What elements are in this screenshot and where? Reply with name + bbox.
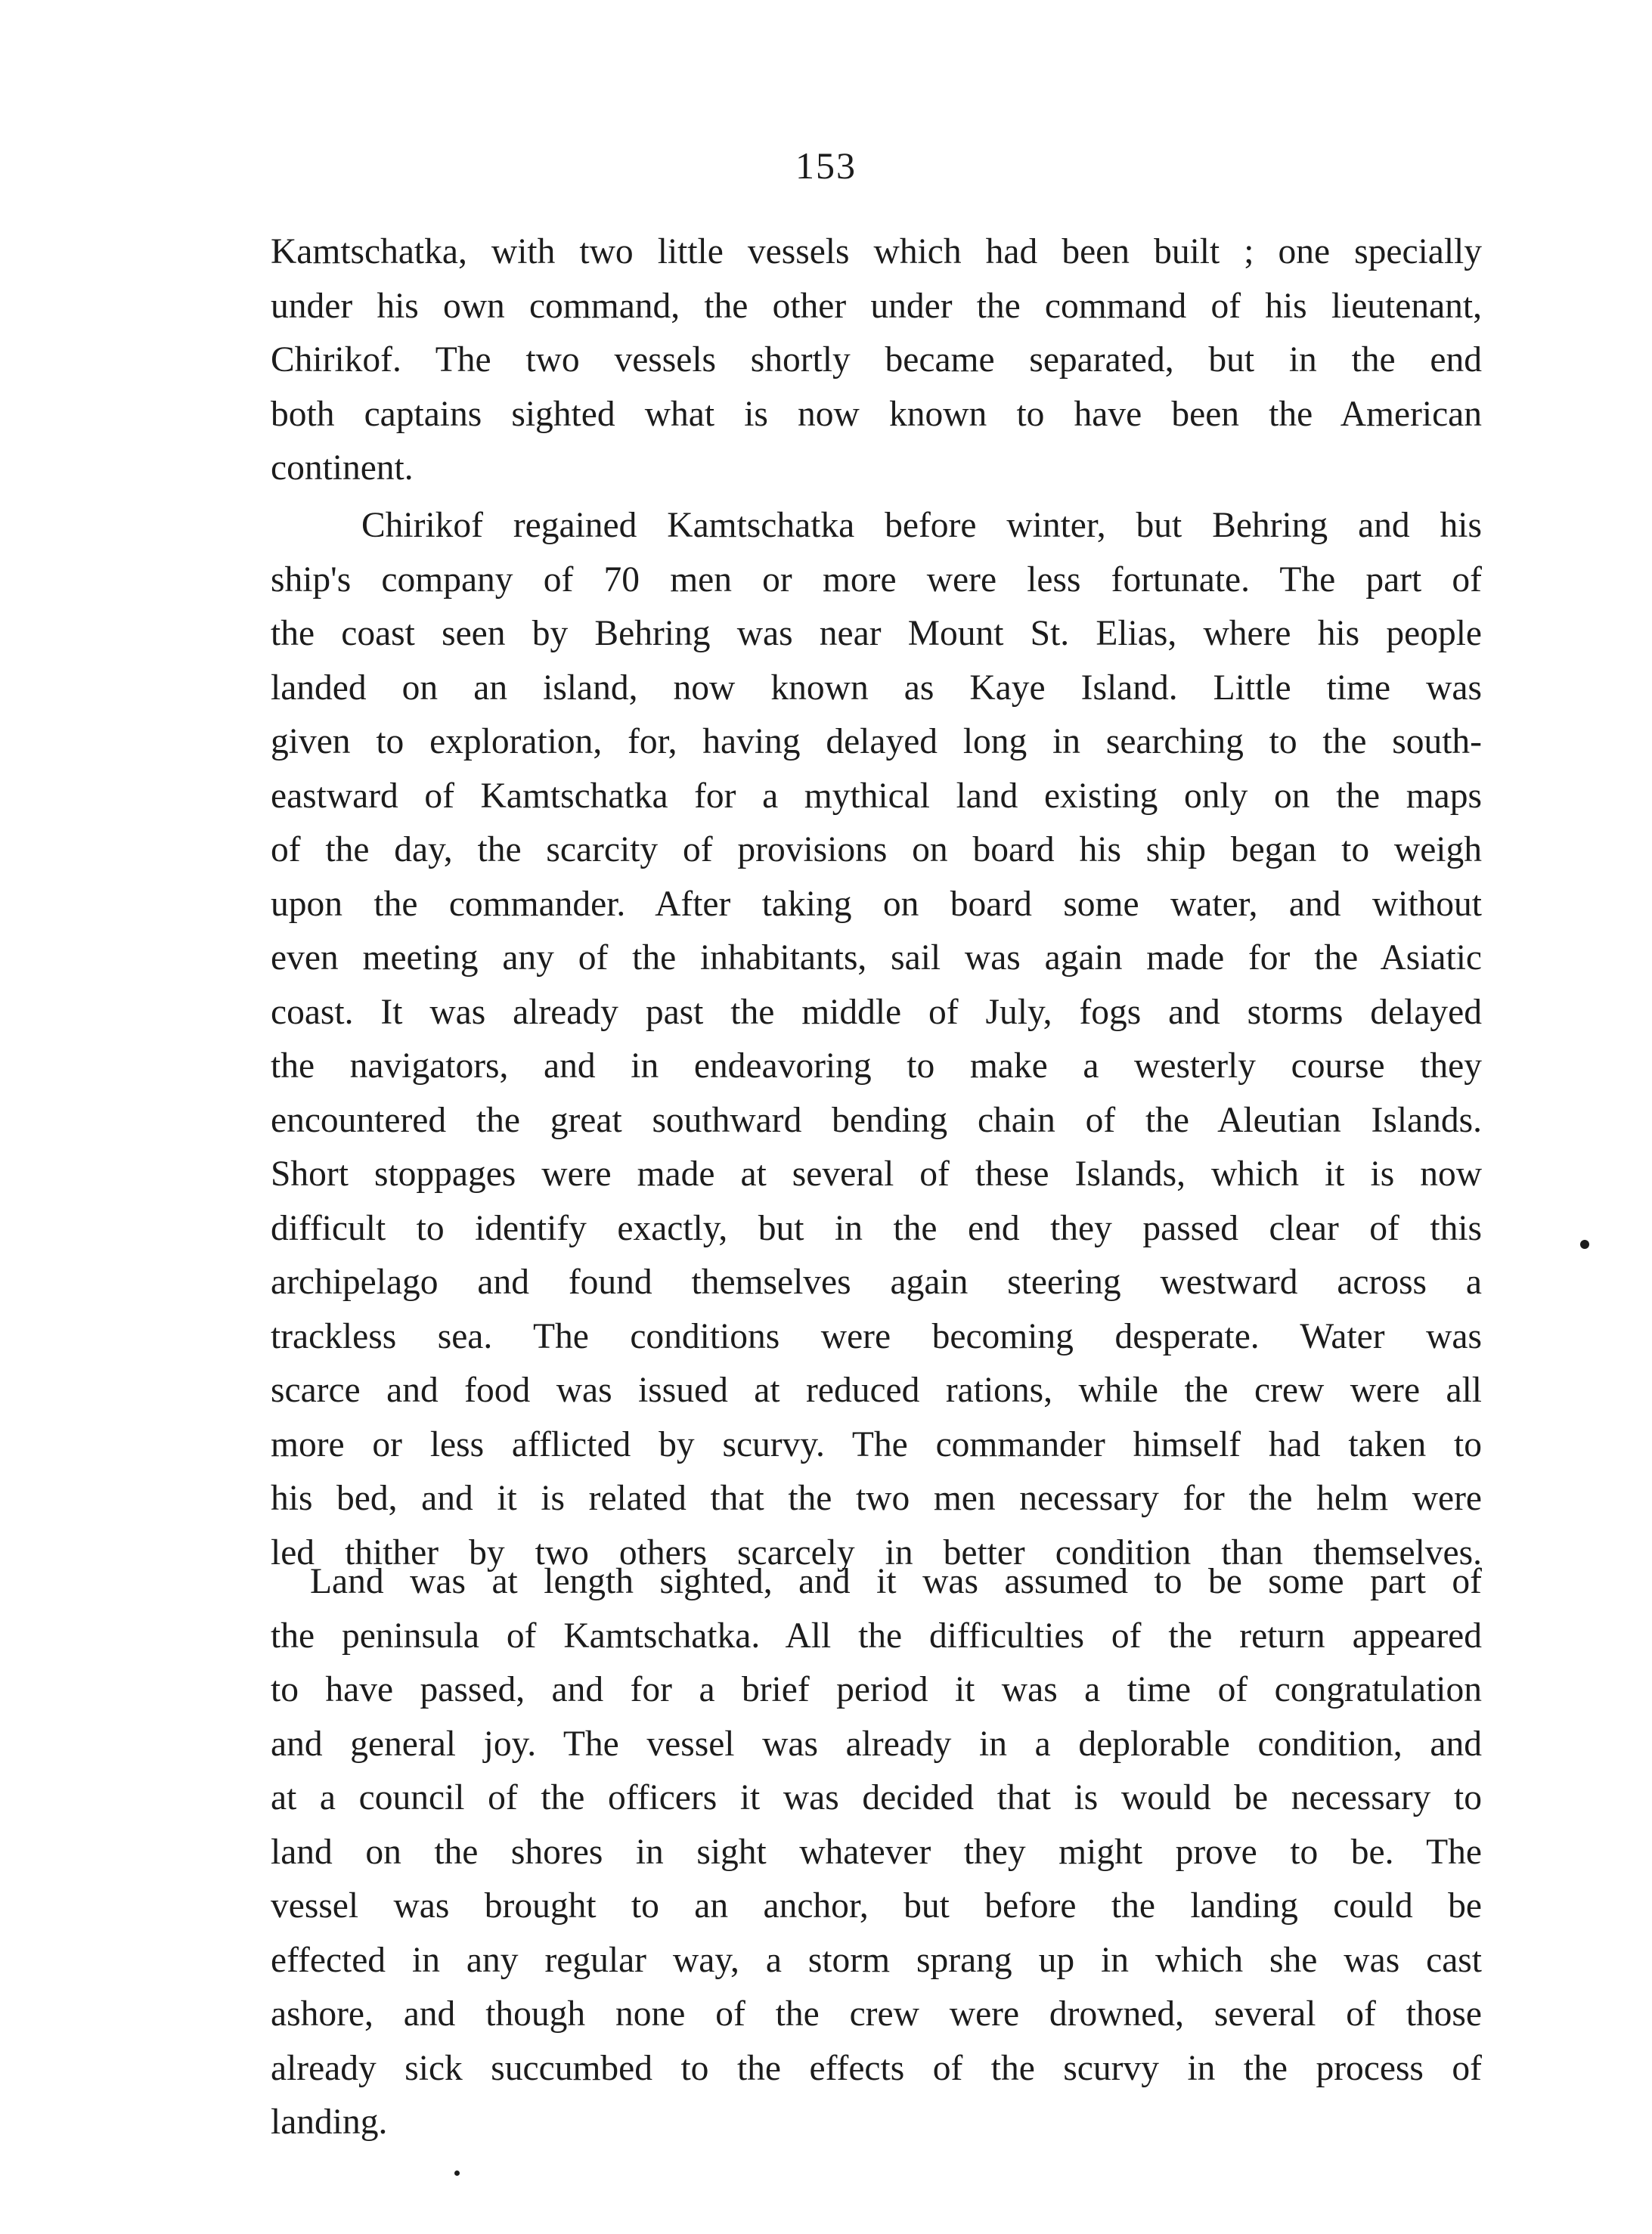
text-line: Short stoppages were made at several of these Islands, which it is now	[271, 1154, 1482, 1194]
text-line: Chirikof. The two vessels shortly became separated, but in the end	[271, 340, 1482, 380]
text-line: to have passed, and for a brief period it was a time of congratulation	[271, 1670, 1482, 1709]
text-line: Chirikof regained Kamtschatka before winter, but Behring and his	[361, 506, 1482, 545]
text-line: already sick succumbed to the effects of the scurvy in the process of	[271, 2048, 1482, 2088]
paragraph-1	[271, 225, 1482, 496]
text-line: at a council of the officers it was decided that is would be necessary to	[271, 1778, 1482, 1817]
text-line: ship's company of 70 men or more were less fortunate. The part of	[271, 559, 1482, 600]
text-line: vessel was brought to an anchor, but before the landing could be	[271, 1886, 1482, 1926]
paragraph-2	[271, 499, 1482, 1580]
text-line: of the day, the scarcity of provisions on board his ship began to weigh	[271, 830, 1482, 869]
text-line: trackless sea. The conditions were becoming desperate. Water was	[271, 1316, 1482, 1356]
text-line: given to exploration, for, having delayed long in searching to the south-	[271, 722, 1482, 761]
text-line: scarce and food was issued at reduced rations, while the crew were all	[271, 1371, 1482, 1410]
text-line: Land was at length sighted, and it was assumed to be some part of	[310, 1562, 1482, 1601]
text-line: the coast seen by Behring was near Mount St. Elias, where his people	[271, 614, 1482, 653]
text-line: even meeting any of the inhabitants, sail was again made for the Asiatic	[271, 938, 1482, 978]
text-line: land on the shores in sight whatever they might prove to be. The	[271, 1832, 1482, 1872]
text-line: his bed, and it is related that the two men necessary for the helm were	[271, 1479, 1482, 1518]
text-line: eastward of Kamtschatka for a mythical land existing only on the maps	[271, 776, 1482, 816]
text-line: upon the commander. After taking on board some water, and without	[271, 884, 1482, 924]
margin-speck	[454, 2170, 460, 2176]
text-line: archipelago and found themselves again steering westward across a	[271, 1263, 1482, 1302]
text-line: and general joy. The vessel was already in a deplorable condition, and	[271, 1724, 1482, 1764]
margin-speck	[1580, 1240, 1589, 1249]
text-line: continent.	[271, 448, 414, 488]
text-line: Kamtschatka, with two little vessels which had been built ; one specially	[271, 232, 1482, 271]
paragraph-3	[271, 1555, 1482, 2150]
text-line: ashore, and though none of the crew were drowned, several of those	[271, 1994, 1482, 2034]
text-line: landed on an island, now known as Kaye Island. Little time was	[271, 668, 1482, 708]
text-line: difficult to identify exactly, but in the end they passed clear of this	[271, 1208, 1482, 1248]
text-line: effected in any regular way, a storm sprang up in which she was cast	[271, 1940, 1482, 1980]
text-line: both captains sighted what is now known to have been the American	[271, 394, 1482, 434]
text-line: the peninsula of Kamtschatka. All the difficulties of the return appeared	[271, 1616, 1482, 1656]
text-line: the navigators, and in endeavoring to make a westerly course they	[271, 1046, 1482, 1086]
text-line: encountered the great southward bending chain of the Aleutian Islands.	[271, 1100, 1482, 1140]
text-line: coast. It was already past the middle of July, fogs and storms delayed	[271, 992, 1482, 1032]
text-line: more or less afflicted by scurvy. The commander himself had taken to	[271, 1424, 1482, 1464]
page-number: 153	[795, 144, 857, 187]
text-line: led thither by two others scarcely in better condition than themselves.	[271, 1532, 1482, 1572]
text-line: under his own command, the other under the command of his lieutenant,	[271, 286, 1482, 326]
text-line: landing.	[271, 2102, 388, 2142]
